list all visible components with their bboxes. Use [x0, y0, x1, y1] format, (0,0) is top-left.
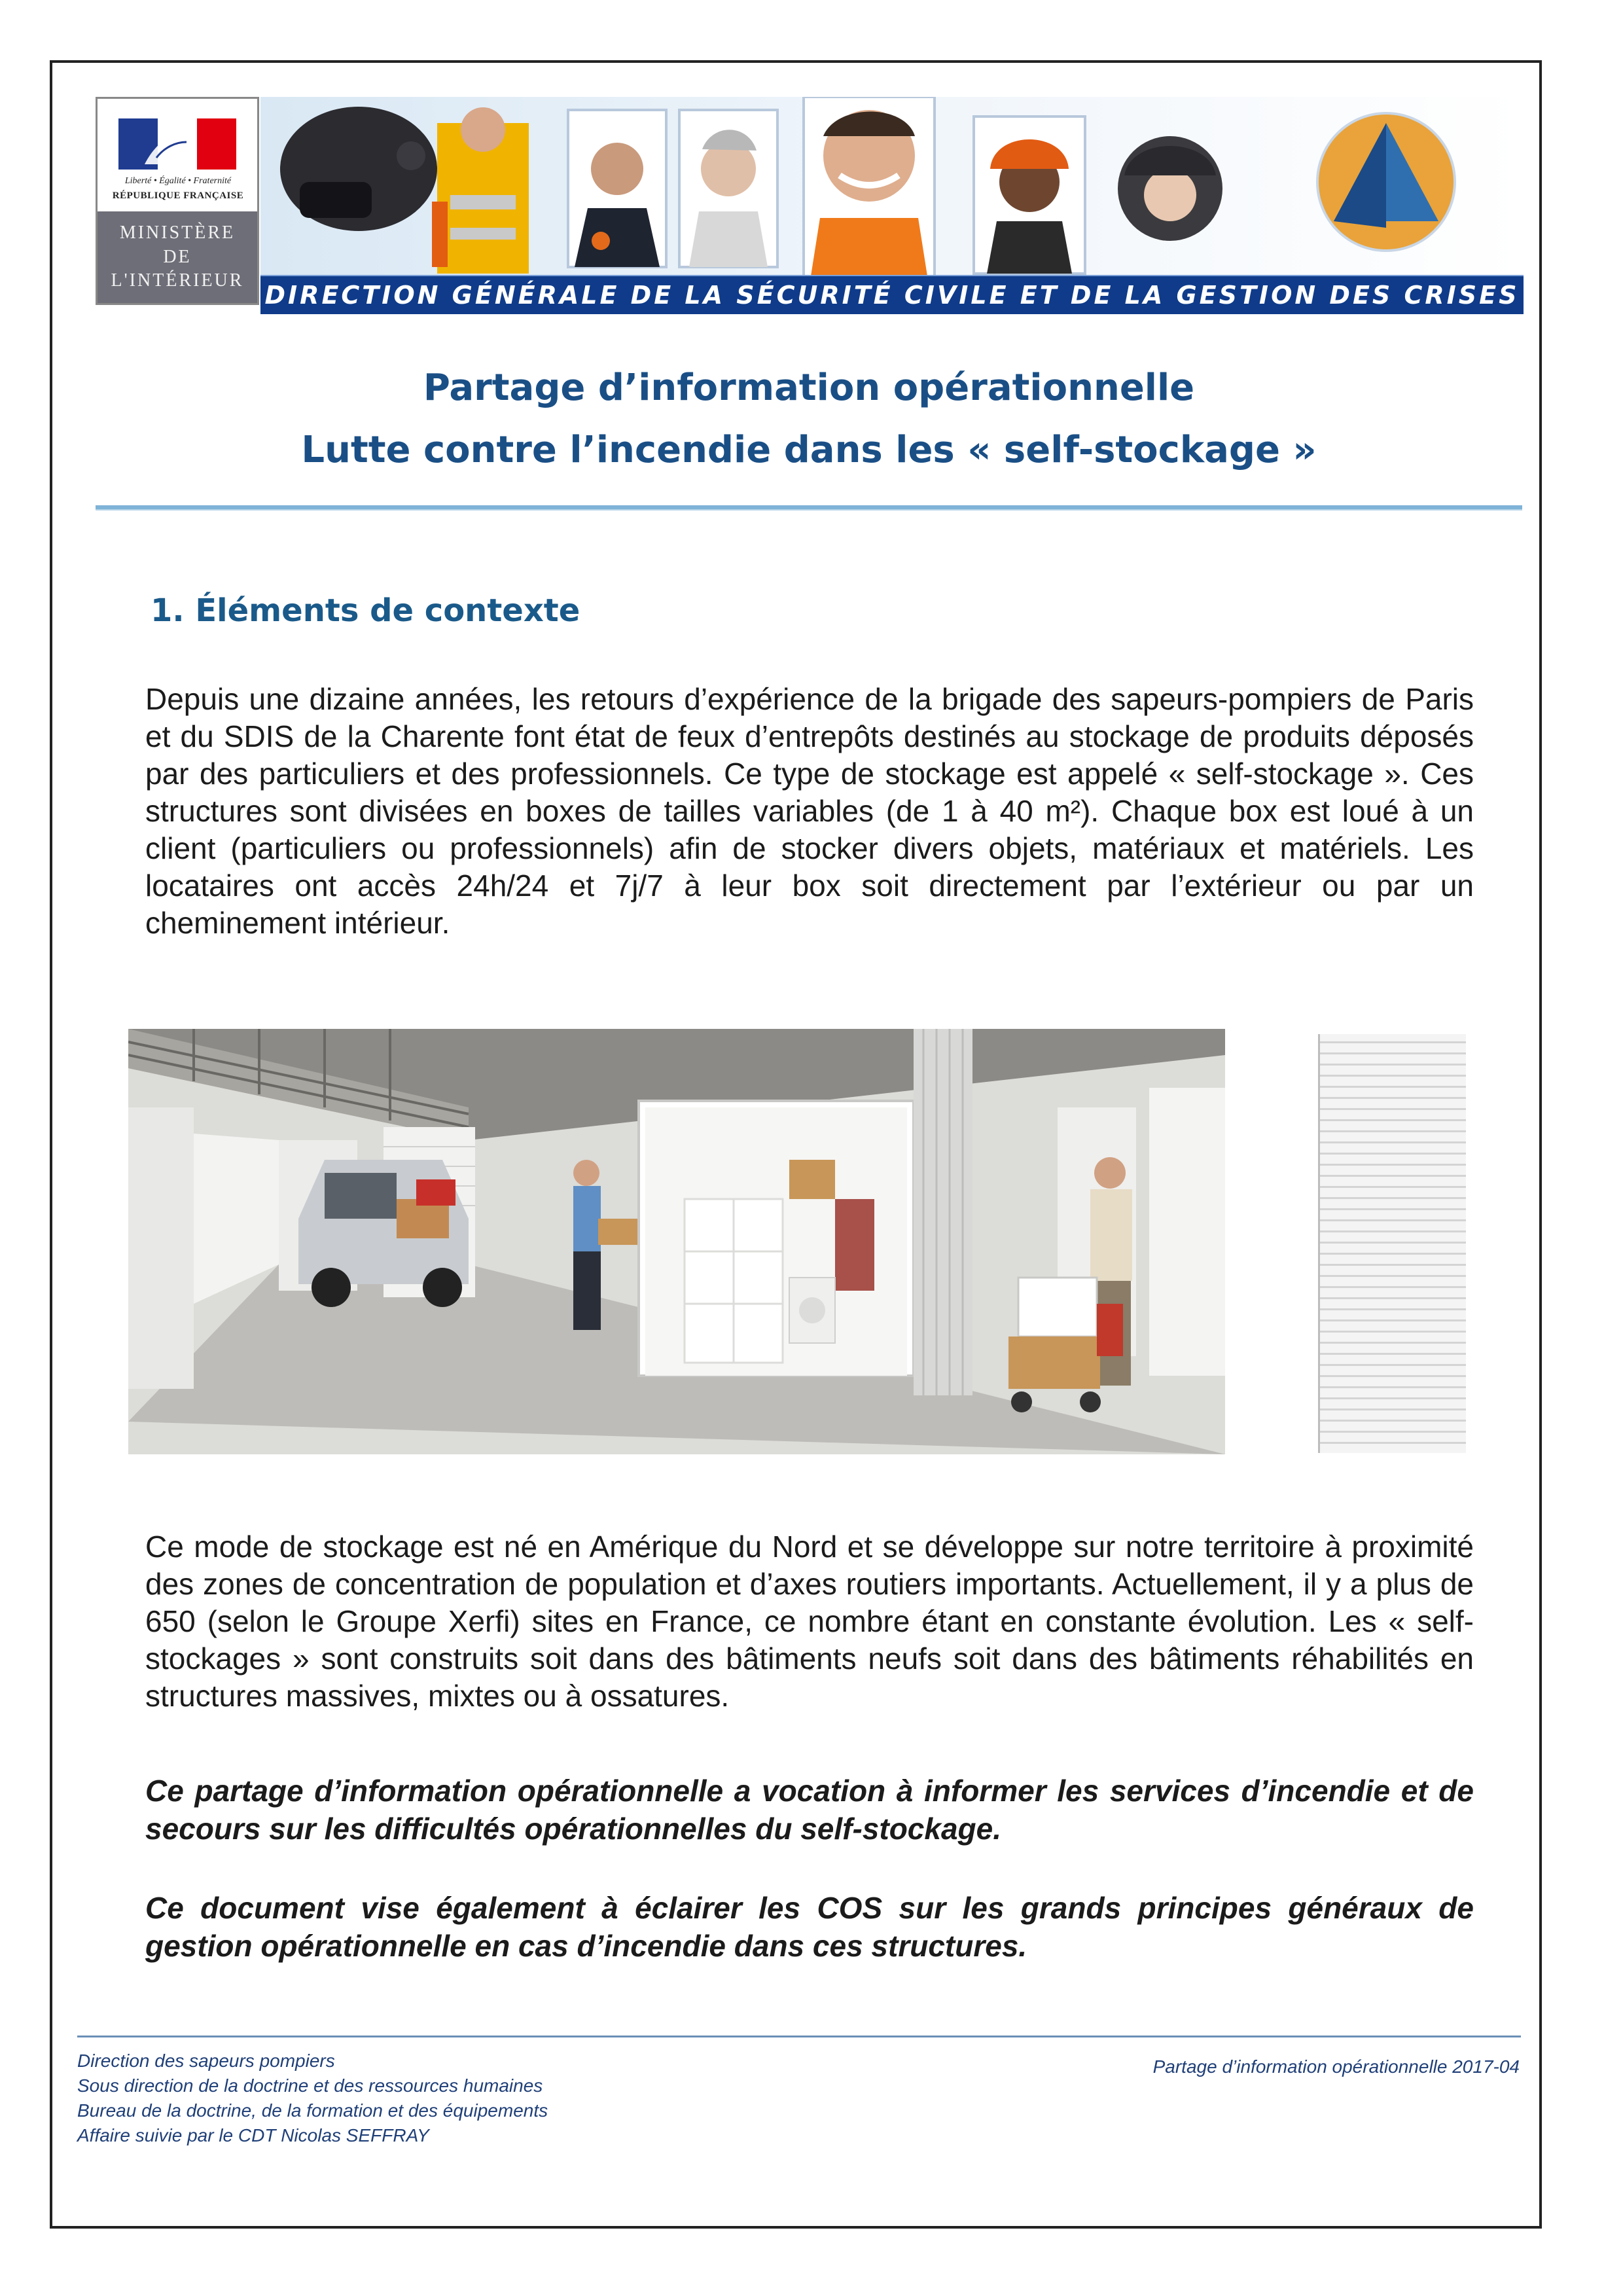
republic-name: RÉPUBLIQUE FRANÇAISE [112, 190, 244, 201]
purpose-statement: Ce partage d’information opérationnelle a vocation à informer les services d’incendie et de secours sur les difficultés opérationnelles du self-stockage. [145, 1774, 1474, 1846]
title-divider [96, 505, 1522, 511]
document-subtitle: Lutte contre l’incendie dans les « self-stockage » [301, 429, 1317, 471]
document-title: Partage d’information opérationnelle [423, 367, 1195, 409]
context-paragraph-1: Depuis une dizaine années, les retours d’expérience de la brigade des sapeurs-pompiers de Paris et du SDIS de la Charente font état de feux d’entrepôts destinés au stockage de produits déposés par des particuliers et des professionnels. Ce type de stockage est appelé « self-stockage ». Ces structures sont divisées en boxes de tailles variables (de 1 à 40 m²). Chaque box est loué à un client (particuliers ou professionnels) afin de stocker divers objets, matériaux et matériels. Les locataires ont accès 24h/24 et 7j/7 à leur box soit directement par l’extérieur ou par un cheminement intérieur. [145, 682, 1474, 940]
banner-title-bar [260, 275, 1524, 314]
section-heading: 1. Éléments de contexte [151, 592, 580, 629]
firefighter-helmet-portrait-image [974, 117, 1085, 274]
firefighter-portrait-image [432, 107, 529, 274]
footer-line-2: Sous direction de la doctrine et des ressources humaines [77, 2075, 543, 2096]
ministry-name [98, 211, 257, 303]
globe-emblem-image [1317, 113, 1455, 251]
ministry-line-3: L'INTÉRIEUR [111, 270, 244, 291]
woman-firefighter-portrait-image [1118, 136, 1222, 241]
ministry-line-2: DE [163, 246, 192, 267]
ministry-line-1: MINISTÈRE [119, 223, 236, 243]
civilian-portrait-image [679, 110, 777, 267]
footer-line-4: Affaire suivie par le CDT Nicolas SEFFRAY [77, 2125, 429, 2145]
police-officer-portrait-image [568, 110, 666, 267]
helmet-night-vision-image [280, 107, 437, 231]
banner-portraits [260, 97, 1524, 280]
footer-document-reference: Partage d’information opérationnelle 2017-04 [1152, 2056, 1520, 2077]
footer-line-3: Bureau de la doctrine, de la formation et des équipements [77, 2100, 548, 2121]
scope-statement: Ce document vise également à éclairer les COS sur les grands principes généraux de gestion opérationnelle en cas d’incendie dans ces structures. [145, 1891, 1474, 1963]
footer-line-1: Direction des sapeurs pompiers [77, 2051, 335, 2071]
context-paragraph-2: Ce mode de stockage est né en Amérique du Nord et se développe sur notre territoire à proximité des zones de concentration de population et d’axes routiers importants. Actuellement, il y a plus de 650 (selon le Groupe Xerfi) sites en France, ce nombre étant en constante évolution. Les « self-stockages » sont construits soit dans des bâtiments neufs soit dans des bâtiments réhabilités en structures massives, mixtes ou à ossatures. [145, 1530, 1474, 1713]
rescuer-portrait-image [804, 97, 935, 280]
footer-divider [77, 2036, 1521, 2037]
republic-motto: Liberté • Égalité • Fraternité [124, 176, 232, 186]
marianne-logo-icon [118, 118, 236, 170]
roller-door-photo-fragment [1318, 1034, 1466, 1453]
self-storage-photo [128, 1029, 1225, 1454]
banner-title: DIRECTION GÉNÉRALE DE LA SÉCURITÉ CIVILE ET DE LA GESTION DES CRISES [264, 281, 1520, 310]
footer-authorship [77, 2049, 863, 2148]
ministry-logo [96, 97, 259, 305]
header-banner [260, 97, 1524, 314]
